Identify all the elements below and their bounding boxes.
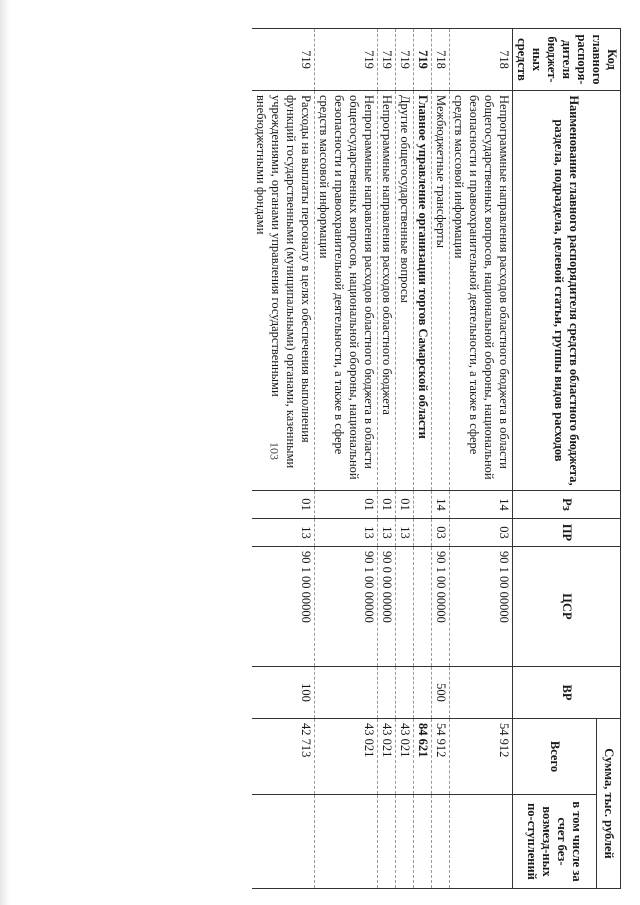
- header-name: Наименование главного распорядителя средств областного бюджета, раздела, подраздела, целевой статьи, группы видов расходов: [513, 91, 621, 491]
- table-row: [252, 29, 315, 889]
- cell-all: 42 713: [252, 719, 315, 795]
- cell-vr: [450, 667, 513, 719]
- cell-code: 719: [378, 29, 396, 91]
- cell-csr: 90 1 00 00000: [450, 547, 513, 667]
- cell-all: 43 021: [396, 719, 414, 795]
- cell-csr: [414, 547, 432, 667]
- cell-name: Главное управление организации торгов Самарской области: [414, 91, 432, 491]
- cell-name: Непрограммные направления расходов областного бюджета: [378, 91, 396, 491]
- page-number-text: 103: [267, 442, 282, 460]
- header-all: Всего: [513, 719, 597, 795]
- cell-code: 718: [432, 29, 450, 91]
- cell-free: [378, 795, 396, 889]
- cell-csr: 90 1 00 00000: [432, 547, 450, 667]
- cell-free: [315, 795, 378, 889]
- cell-name: Непрограммные направления расходов областного бюджета в области общегосударственных вопросов, национальной обороны, национальной безопасности и правоохранительной деятельности, а также в сфере средств массовой информации: [315, 91, 378, 491]
- cell-code: 719: [315, 29, 378, 91]
- table-body: [252, 29, 513, 889]
- cell-rz: 14: [450, 491, 513, 519]
- header-sum-group: Сумма, тыс. рублей: [597, 719, 621, 889]
- cell-all: 54 912: [432, 719, 450, 795]
- cell-free: [432, 795, 450, 889]
- cell-all: 43 021: [378, 719, 396, 795]
- cell-rz: 14: [432, 491, 450, 519]
- cell-rz: 01: [315, 491, 378, 519]
- cell-csr: 90 0 00 00000: [378, 547, 396, 667]
- cell-all: 43 021: [315, 719, 378, 795]
- cell-free: [396, 795, 414, 889]
- cell-free: [450, 795, 513, 889]
- header-csr: ЦСР: [513, 547, 621, 667]
- rotated-table-wrapper: [21, 28, 621, 888]
- header-code: Код главного распоря-дителя бюджет-ных средств: [513, 29, 621, 91]
- table-row: [450, 29, 513, 889]
- cell-csr: 90 1 00 00000: [252, 547, 315, 667]
- cell-pr: 03: [432, 519, 450, 547]
- cell-pr: 13: [315, 519, 378, 547]
- cell-vr: [315, 667, 378, 719]
- cell-rz: 01: [378, 491, 396, 519]
- header-pr: ПР: [513, 519, 621, 547]
- cell-code: 719: [414, 29, 432, 91]
- cell-free: [414, 795, 432, 889]
- cell-vr: [414, 667, 432, 719]
- cell-code: 719: [396, 29, 414, 91]
- cell-pr: 13: [252, 519, 315, 547]
- cell-all: 54 912: [450, 719, 513, 795]
- cell-csr: 90 1 00 00000: [315, 547, 378, 667]
- cell-free: [252, 795, 315, 889]
- header-free: в том числе за счет без-возмезд-ных по-ступлений: [513, 795, 597, 889]
- cell-vr: 100: [252, 667, 315, 719]
- cell-code: 718: [450, 29, 513, 91]
- table-row: [414, 29, 432, 889]
- header-vr: ВР: [513, 667, 621, 719]
- cell-rz: [414, 491, 432, 519]
- cell-all: 84 621: [414, 719, 432, 795]
- cell-name: Расходы на выплаты персоналу в целях обеспечения выполнения функций государственными (муниципальными) органами, казенными учреждениями, органами управления государственными внебюджетными фондами: [252, 91, 315, 491]
- cell-name: Другие общегосударственные вопросы: [396, 91, 414, 491]
- cell-vr: [378, 667, 396, 719]
- cell-pr: 13: [378, 519, 396, 547]
- table-header: [513, 29, 621, 889]
- cell-name: Межбюджетные трансферты: [432, 91, 450, 491]
- cell-pr: 13: [396, 519, 414, 547]
- cell-csr: [396, 547, 414, 667]
- cell-pr: 03: [450, 519, 513, 547]
- budget-table: [252, 28, 621, 889]
- scan-edge-shadow: [0, 0, 10, 905]
- table-row: [378, 29, 396, 889]
- cell-vr: 500: [432, 667, 450, 719]
- cell-vr: [396, 667, 414, 719]
- cell-pr: [414, 519, 432, 547]
- header-rz: Рз: [513, 491, 621, 519]
- cell-name: Непрограммные направления расходов областного бюджета в области общегосударственных вопросов, национальной обороны, национальной безопасности и правоохранительной деятельности, а также в сфере средств массовой информации: [450, 91, 513, 491]
- cell-rz: 01: [252, 491, 315, 519]
- table-row: [315, 29, 378, 889]
- table-row: [396, 29, 414, 889]
- cell-code: 719: [252, 29, 315, 91]
- cell-rz: 01: [396, 491, 414, 519]
- table-row: [432, 29, 450, 889]
